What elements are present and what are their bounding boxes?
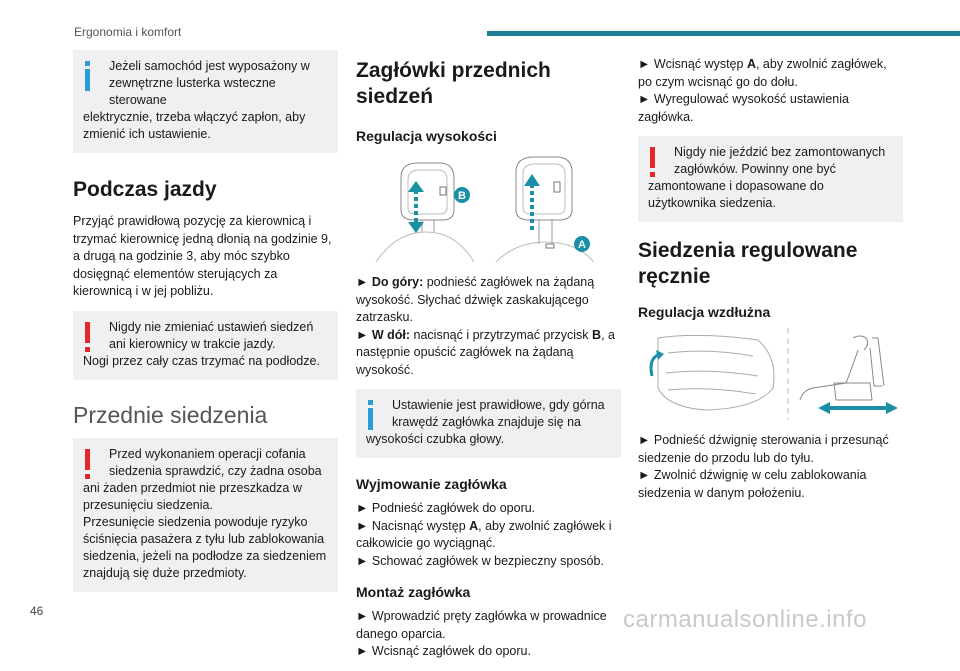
info-icon xyxy=(85,61,90,91)
bullet-icon: ► xyxy=(356,501,369,515)
down-text: nacisnąć i przytrzymać przycisk xyxy=(410,327,593,342)
note-text-rest: elektrycznie, trzeba włączyć zapłon, aby zmienić ich ustawienie. xyxy=(83,110,306,141)
info-note-height xyxy=(356,389,621,458)
section-title-driving: Podczas jazdy xyxy=(73,178,217,201)
step-text: Wyregulować wysokość ustawienia zagłówka. xyxy=(638,92,849,124)
note-text-first: Jeżeli samochód jest wyposażony w zewnętrzne lusterka wsteczne sterowane xyxy=(109,59,310,107)
height-steps xyxy=(356,274,621,379)
warning-text-first: Nigdy nie zmieniać ustawień siedzeń ani kierownicy w trakcie jazdy. xyxy=(109,319,314,351)
removal-steps xyxy=(356,500,621,570)
warning-icon xyxy=(85,322,90,352)
subtitle-install: Montaż zagłówka xyxy=(356,584,471,600)
bullet-icon: ► xyxy=(638,433,651,447)
warning-icon xyxy=(85,449,90,479)
bullet-icon: ► xyxy=(356,609,369,623)
install-step-1: Wprowadzić pręty zagłówka w prowadnice danego oparcia. xyxy=(356,609,607,641)
removal-step-3: Schować zagłówek w bezpieczny sposób. xyxy=(371,553,604,568)
removal-step-2-end: , aby zwolnić zagłówek i całkowicie go wyciągnąć. xyxy=(356,518,612,550)
headrest-diagram xyxy=(356,152,621,262)
down-text-end: , a następnie opuścić zagłówek na żądaną wysokość. xyxy=(356,327,615,377)
longitudinal-step-2: Zwolnić dźwignię w celu zablokowania siedzenia w danym położeniu. xyxy=(638,468,867,500)
up-down-arrow-icon xyxy=(408,181,424,233)
install-step-2: Wcisnąć zagłówek do oporu. xyxy=(371,644,531,658)
up-arrow-icon xyxy=(524,174,540,232)
warning-text-first: Nigdy nie jeździć bez zamontowanych zagłówków. Powinny one być xyxy=(674,145,886,176)
removal-step-1: Podnieść zagłówek do oporu. xyxy=(371,501,536,515)
section-title-front-seats: Przednie siedzenia xyxy=(73,401,268,428)
warning-note-front-seats xyxy=(73,438,338,592)
bullet-icon: ► xyxy=(356,327,369,342)
label-b: B xyxy=(458,190,466,202)
install-steps-cont xyxy=(638,56,903,126)
info-icon xyxy=(368,400,373,430)
bullet-icon: ► xyxy=(356,275,369,289)
subtitle-longitudinal: Regulacja wzdłużna xyxy=(638,304,771,320)
note-text-rest: wysokości czubka głowy. xyxy=(366,432,505,446)
warning-text-first: Przed wykonaniem operacji cofania siedzenia sprawdzić, czy żadna osoba xyxy=(109,446,322,478)
longitudinal-steps xyxy=(638,432,903,502)
subtitle-removal: Wyjmowanie zagłówka xyxy=(356,476,507,492)
running-header: Ergonomia i komfort xyxy=(74,25,182,39)
longitudinal-step-1: Podnieść dźwignię sterowania i przesunąć siedzenie do przodu lub do tyłu. xyxy=(638,433,889,465)
bullet-icon: ► xyxy=(638,57,651,71)
column-3 xyxy=(638,50,903,512)
warning-icon xyxy=(650,147,655,177)
label-a: A xyxy=(578,239,586,251)
bullet-icon: ► xyxy=(356,644,369,658)
info-note-mirrors xyxy=(73,50,338,153)
install-steps xyxy=(356,608,621,661)
subtitle-height: Regulacja wysokości xyxy=(356,128,497,144)
section-title-manual-seats: Siedzenia regulowane ręcznie xyxy=(638,239,858,288)
seat-diagram xyxy=(638,328,903,420)
column-2 xyxy=(356,50,621,671)
header-accent-bar xyxy=(487,31,960,36)
bullet-icon: ► xyxy=(638,468,651,482)
bullet-icon: ► xyxy=(356,518,369,533)
step-text-end: , aby zwolnić zagłówek, po czym wcisnąć go do dołu. xyxy=(638,57,887,89)
warning-note-driving xyxy=(73,311,338,380)
warning-text-rest: ani żaden przedmiot nie przeszkadza w przesunięciu siedzenia. xyxy=(83,480,302,512)
up-text: podnieść zagłówek na żądaną wysokość. Słychać dźwięk zaskakującego zatrzasku. xyxy=(356,275,595,324)
fore-aft-arrow-icon xyxy=(818,402,898,414)
warning-text-rest: Nogi przez cały czas trzymać na podłodze. xyxy=(83,353,320,368)
down-label: W dół: xyxy=(371,327,411,342)
bullet-icon: ► xyxy=(638,92,651,106)
watermark: carmanualsonline.info xyxy=(623,606,867,633)
warning-note-headrests xyxy=(638,136,903,222)
warning-text-more: Przesunięcie siedzenia powoduje ryzyko ściśnięcia pasażera z tyłu lub zablokowania siedzenia, jeżeli na podłodze za siedzeniem znajdują się duże przedmioty. xyxy=(83,514,327,580)
note-text-first: Ustawienie jest prawidłowe, gdy górna krawędź zagłówka znajduje się na xyxy=(392,398,605,429)
headrest-illustration xyxy=(356,152,621,262)
seat-adjust-illustration xyxy=(638,328,903,420)
page-number: 46 xyxy=(30,604,44,618)
column-1 xyxy=(73,50,338,602)
driving-text: Przyjąć prawidłową pozycję za kierownicą i trzymać kierownicę jedną dłonią na godzinie 9, a drugą na godzinie 3, aby móc szybko dosięgnąć elementów sterujących za kierownicą i w jej pobliżu. xyxy=(73,214,332,298)
section-title-headrests: Zagłówki przednich siedzeń xyxy=(356,59,551,108)
tab-ref: A xyxy=(469,518,479,533)
removal-step-2: Nacisnąć występ xyxy=(371,518,470,533)
step-text: Wcisnąć występ xyxy=(653,57,747,71)
warning-text-rest: zamontowane i dopasowane do użytkownika siedzenia. xyxy=(648,179,824,210)
tab-ref: A xyxy=(746,57,756,71)
up-label: Do góry: xyxy=(371,275,424,289)
down-button-ref: B xyxy=(592,327,602,342)
bullet-icon: ► xyxy=(356,553,369,568)
